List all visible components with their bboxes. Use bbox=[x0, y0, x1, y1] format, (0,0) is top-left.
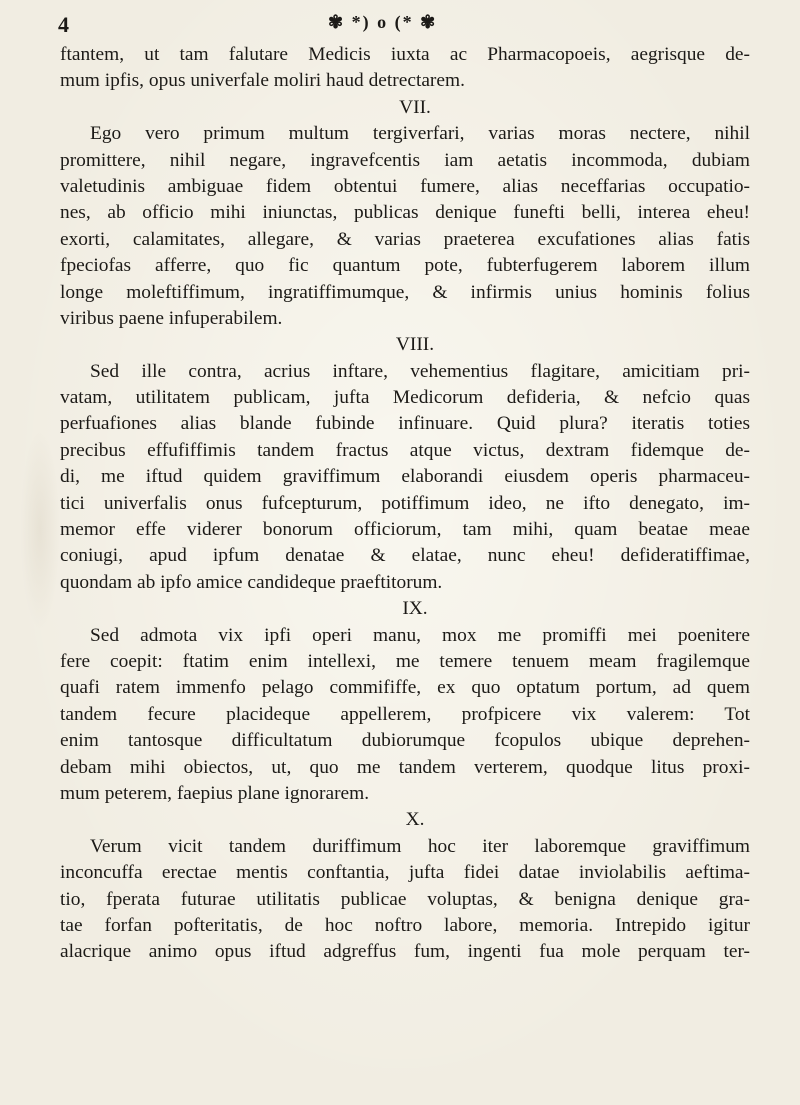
text-line: di, me iftud quidem graviffimum elaborandi eiusdem operis pharmaceu- bbox=[60, 466, 750, 488]
text-line: fpeciofas afferre, quo fic quantum pote, fubterfugerem laborem illum bbox=[60, 255, 750, 277]
text-line: alacrique animo opus iftud adgreffus fum, ingenti fua mole perquam ter- bbox=[60, 941, 750, 963]
text-line: coniugi, apud ipfum denatae & elatae, nunc eheu! defideratiffimae, bbox=[60, 545, 750, 567]
section-heading: VIII. bbox=[395, 334, 435, 356]
text-line: debam mihi obiectos, ut, quo me tandem verterem, quodque litus proxi- bbox=[60, 756, 750, 778]
text-line: tici univerfalis onus fufcepturum, potiffimum ideo, ne ifto denegato, im- bbox=[60, 492, 750, 514]
body-text bbox=[60, 42, 750, 966]
text-line: quondam ab ipfo amice candideque praeftitorum. bbox=[60, 571, 443, 593]
text-line: Ego vero primum multum tergiverfari, varias moras nectere, nihil bbox=[90, 123, 750, 145]
section-heading: X. bbox=[405, 809, 425, 831]
text-line: nes, ab officio mihi iniunctas, publicas denique funefti belli, interea eheu! bbox=[60, 202, 750, 224]
text-line: quafi ratem immenfo pelago commififfe, ex quo optatum portum, ad quem bbox=[60, 677, 750, 699]
text-line: Sed admota vix ipfi operi manu, mox me promiffi mei poenitere bbox=[90, 624, 750, 646]
text-line: longe moleftiffimum, ingratiffimumque, & infirmis unius hominis folius bbox=[60, 281, 750, 303]
text-line: precibus effufiffimis tandem fractus atque victus, dextram fidemque de- bbox=[60, 439, 750, 461]
text-line: inconcuffa erectae mentis conftantia, jufta fidei datae inviolabilis aeftima- bbox=[60, 862, 750, 884]
section-heading: IX. bbox=[402, 598, 428, 620]
text-line: tae forfan pofteritatis, de hoc noftro labore, memoria. Intrepido igitur bbox=[60, 914, 750, 936]
text-line: vatam, utilitatem publicam, jufta Medicorum defideria, & nefcio quas bbox=[60, 387, 750, 409]
text-line: fere coepit: ftatim enim intellexi, me temere tenuem meam fragilemque bbox=[60, 650, 750, 672]
section-heading: VII. bbox=[399, 96, 431, 118]
page-number: 4 bbox=[58, 12, 69, 37]
page-header bbox=[58, 10, 748, 40]
text-line: exorti, calamitates, allegare, & varias praeterea excufationes alias fatis bbox=[60, 228, 750, 250]
text-line: Sed ille contra, acrius inftare, vehementius flagitare, amicitiam pri- bbox=[90, 360, 750, 382]
text-line: mum peterem, faepius plane ignorarem. bbox=[60, 782, 370, 804]
text-line: valetudinis ambiguae fidem obtentui fumere, alias neceffarias occupatio- bbox=[60, 175, 750, 197]
text-line: promittere, nihil negare, ingravefcentis iam aetatis incommoda, dubiam bbox=[60, 149, 750, 171]
text-line: ftantem, ut tam falutare Medicis iuxta ac Pharmacopoeis, aegrisque de- bbox=[60, 44, 750, 65]
text-line: mum ipfis, opus univerfale moliri haud detrectarem. bbox=[60, 70, 465, 92]
text-line: Verum vicit tandem duriffimum hoc iter laboremque graviffimum bbox=[90, 835, 750, 857]
text-line: tio, fperata futurae utilitatis publicae voluptas, & benigna denique gra- bbox=[60, 888, 750, 910]
header-ornament: ✾ *) o (* ✾ bbox=[328, 12, 438, 32]
text-line: enim tantosque difficultatum dubiorumque fcopulos ubique deprehen- bbox=[60, 730, 750, 752]
text-line: perfuafiones alias blande fubinde infinuare. Quid plura? iteratis toties bbox=[60, 413, 750, 435]
text-line: viribus paene infuperabilem. bbox=[60, 307, 283, 329]
text-line: tandem fecure placideque appellerem, profpicere vix valerem: Tot bbox=[60, 703, 750, 725]
text-line: memor effe viderer bonorum officiorum, tam mihi, quam beatae meae bbox=[60, 519, 750, 541]
paper-stain bbox=[20, 430, 60, 630]
